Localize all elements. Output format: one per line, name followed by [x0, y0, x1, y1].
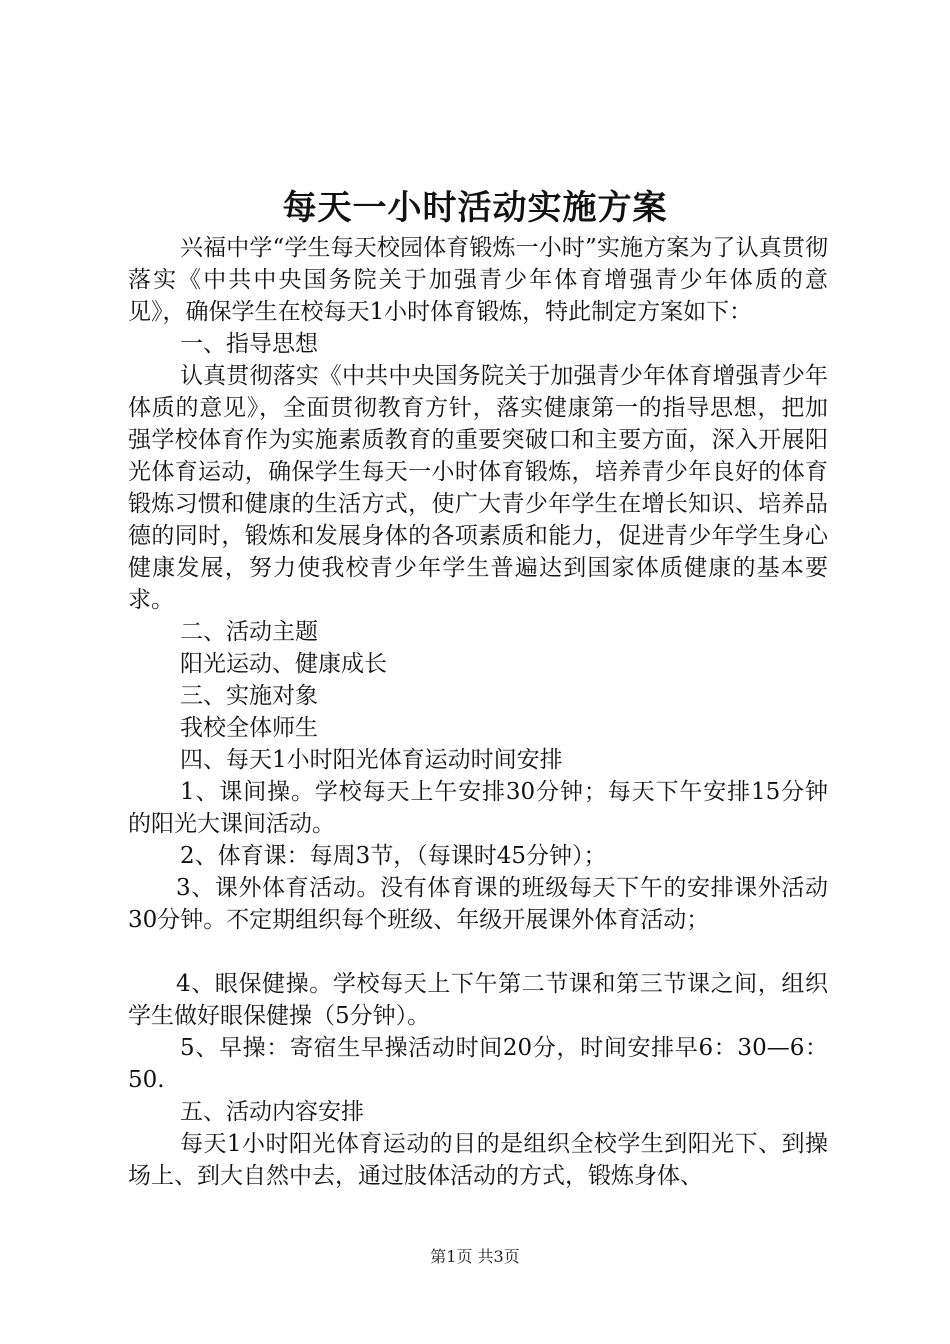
- heading-target-audience: 三、实施对象: [180, 683, 318, 709]
- list-item-pe-class: 2、体育课：每周3节，（每课时45分钟）；: [180, 843, 607, 869]
- blank-line: [128, 936, 828, 968]
- paragraph-activity-theme: 阳光运动、健康成长: [180, 651, 387, 677]
- heading-activity-theme: 二、活动主题: [180, 619, 318, 645]
- list-item-morning-exercise: 5、早操：寄宿生早操活动时间20分，时间安排早6：30—6：50.: [128, 1035, 828, 1093]
- list-item-recess-exercise: 1、课间操。学校每天上午安排30分钟；每天下午安排15分钟的阳光大课间活动。: [128, 779, 828, 837]
- list-item-eye-exercise: 4、眼保健操。学校每天上下午第二节课和第三节课之间，组织学生做好眼保健操（5分钟）。: [128, 971, 828, 1029]
- document-title: 每天一小时活动实施方案: [282, 188, 668, 228]
- document-body: [128, 232, 828, 1192]
- list-item-extracurricular: 3、课外体育活动。没有体育课的班级每天下午的安排课外活动30分钟。不定期组织每个班级、年级开展课外体育活动；: [128, 875, 828, 933]
- heading-activity-content: 五、活动内容安排: [180, 1099, 364, 1125]
- paragraph-target-audience: 我校全体师生: [180, 715, 318, 741]
- paragraph-activity-content: 每天1小时阳光体育运动的目的是组织全校学生到阳光下、到操场上、到大自然中去，通过肢体活动的方式，锻炼身体、: [128, 1131, 828, 1189]
- heading-guiding-thought: 一、指导思想: [180, 331, 318, 357]
- page-number-footer: 第1页 共3页: [430, 1247, 520, 1266]
- paragraph-guiding-thought: 认真贯彻落实《中共中央国务院关于加强青少年体育增强青少年体质的意见》，全面贯彻教育方针，落实健康第一的指导思想，把加强学校体育作为实施素质教育的重要突破口和主要方面，深入开展阳光体育运动，确保学生每天一小时体育锻炼，培养青少年良好的体育锻炼习惯和健康的生活方式，使广大青少年学生在增长知识、培养品德的同时，锻炼和发展身体的各项素质和能力，促进青少年学生身心健康发展，努力使我校青少年学生普遍达到国家体质健康的基本要求。: [128, 363, 828, 613]
- paragraph-intro: 兴福中学“学生每天校园体育锻炼一小时”实施方案为了认真贯彻落实《中共中央国务院关于加强青少年体育增强青少年体质的意见》，确保学生在校每天1小时体育锻炼，特此制定方案如下：: [128, 235, 828, 325]
- heading-time-arrangement: 四、每天1小时阳光体育运动时间安排: [180, 747, 563, 773]
